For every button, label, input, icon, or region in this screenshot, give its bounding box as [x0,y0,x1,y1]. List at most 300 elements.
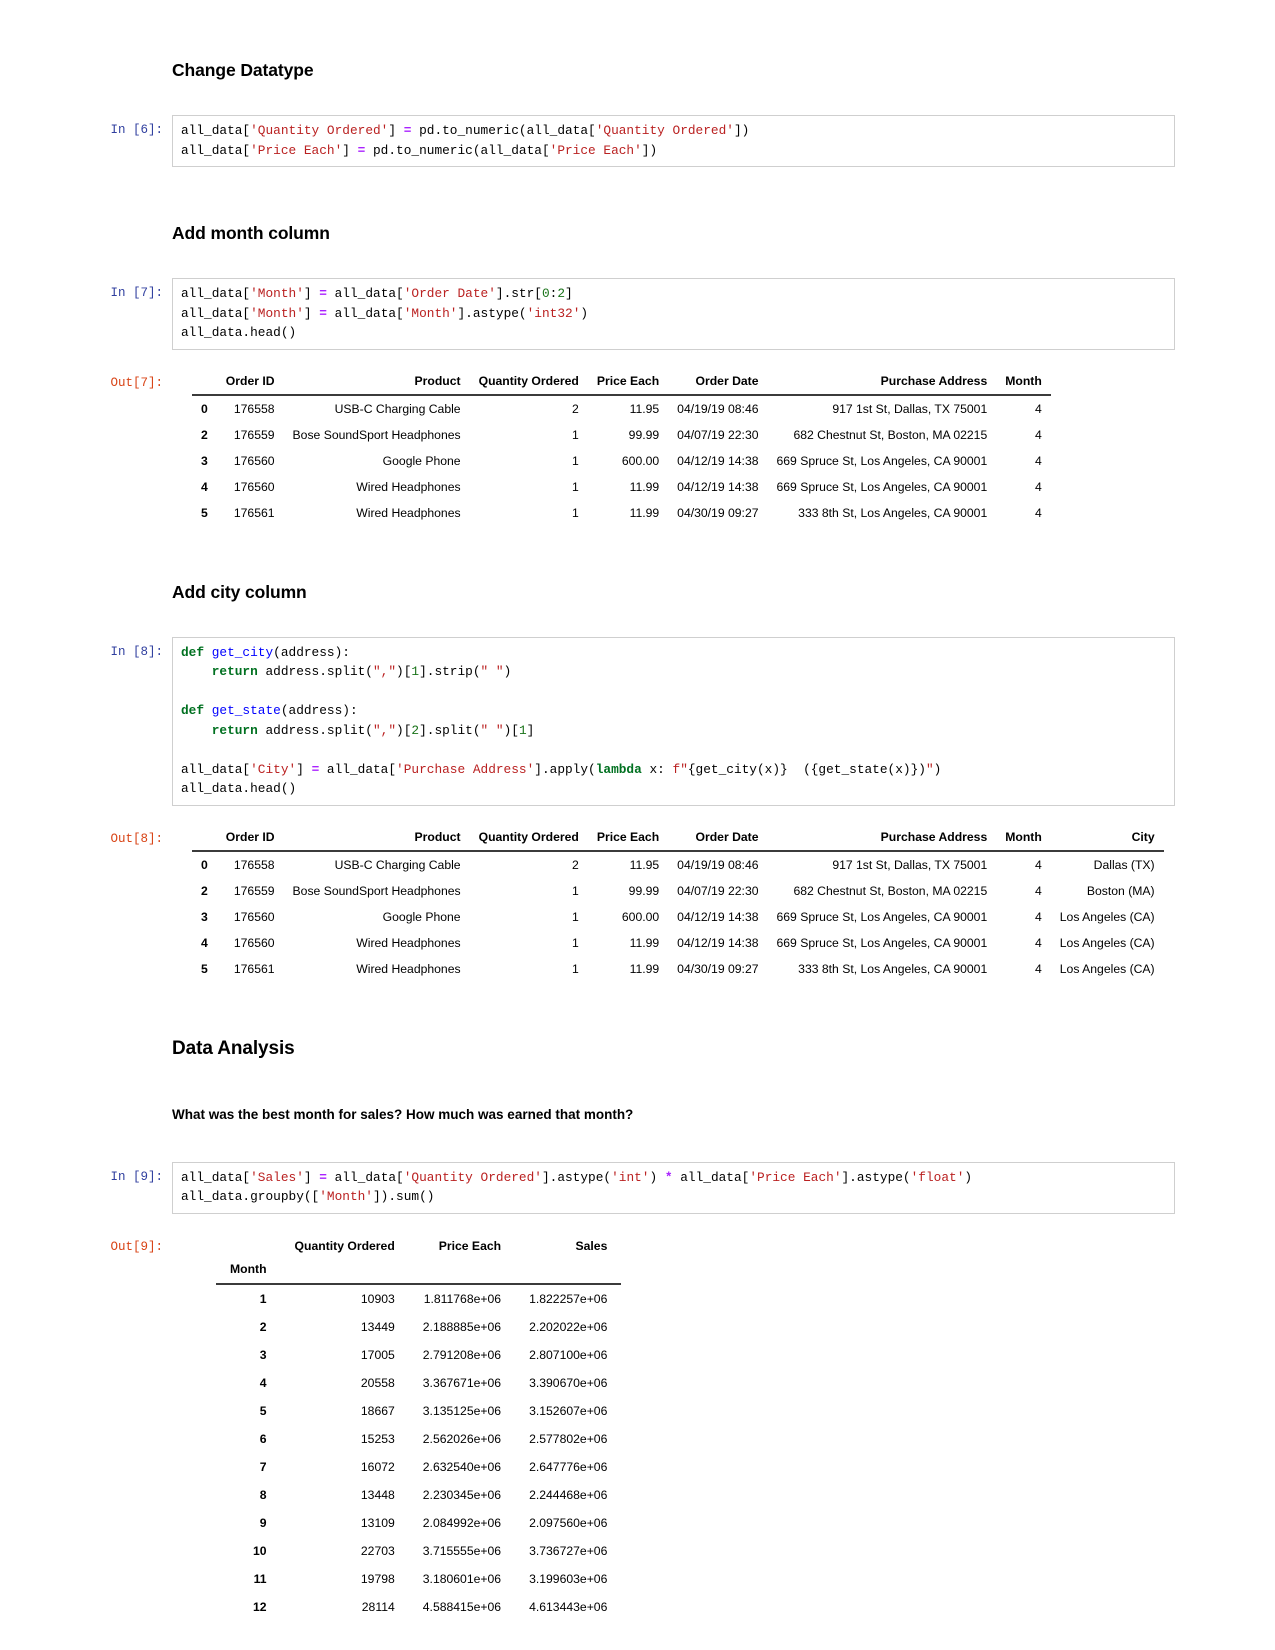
row-index: 3 [201,909,208,924]
code-token: all_data[ [672,1169,750,1185]
code-token: 'int32' [526,305,581,321]
table-cell: 2.097560e+06 [529,1515,608,1530]
header-spacer [515,1260,621,1284]
code-editor-9[interactable] [172,1162,1175,1214]
code-token: = [311,761,320,777]
heading-data-analysis: Data Analysis [172,1037,295,1059]
table-header-row [192,824,1164,851]
index-header [192,824,217,851]
code-token: ].astype( [457,305,527,321]
table-cell: 2.188885e+06 [422,1319,502,1334]
table-cell: 917 1st St, Dallas, TX 75001 [832,401,988,416]
table-row [216,1313,621,1341]
input-prompt-6: In [6]: [110,123,163,137]
table-row [216,1397,621,1425]
table-cell: Wired Headphones [356,935,461,950]
table-cell: 1 [572,453,579,468]
question-best-month: What was the best month for sales? How much was earned that month? [172,1106,634,1122]
table-cell: 11.99 [629,479,660,494]
table-row [216,1453,621,1481]
table-cell: Bose SoundSport Headphones [292,427,461,442]
code-editor-6[interactable] [172,115,1175,167]
code-token: ]).sum() [373,1189,435,1204]
column-header: Month [996,824,1051,851]
code-token: ) [964,1169,973,1185]
dataframe-city-table [192,824,1164,982]
table-cell: Wired Headphones [356,479,461,494]
table-cell: 2.647776e+06 [529,1459,608,1474]
row-index: 0 [201,857,208,872]
table-cell: 4.588415e+06 [422,1599,502,1614]
dataframe-monthly-sales-table [216,1232,621,1621]
code-token: ] [296,761,312,777]
code-token: ] [303,286,320,301]
table-cell: 3.736727e+06 [529,1543,608,1558]
table-cell: 1 [572,961,579,976]
code-token: ].apply( [534,761,596,777]
table-cell: 600.00 [621,453,660,468]
table-row [216,1284,621,1313]
table-cell: 176559 [233,427,275,442]
table-row [192,474,1051,500]
table-cell: 04/12/19 14:38 [677,909,759,924]
code-token: all_data.head() [181,781,297,796]
table-row [216,1369,621,1397]
code-token: get_state [211,703,281,718]
table-cell: Google Phone [382,453,461,468]
code-token: 'Price Each' [250,142,343,158]
code-token: 'Quantity Ordered' [595,123,734,138]
column-header: Quantity Ordered [470,368,588,395]
column-header: Order Date [668,824,767,851]
code-token: all_data[ [181,761,251,777]
table-cell: 04/12/19 14:38 [677,935,759,950]
index-header [192,368,217,395]
code-token: ].astype( [541,1169,612,1185]
code-token: all_data[ [181,1169,251,1185]
table-cell: 176559 [233,883,275,898]
output-prompt-7: Out[7]: [110,375,163,390]
table-cell: 1 [572,909,579,924]
code-token: ) [933,761,942,777]
table-cell: 04/30/19 09:27 [677,505,759,520]
table-cell: 4 [1035,935,1042,950]
table-cell: 4 [1035,401,1042,416]
code-token: 'Quantity Ordered' [403,1169,542,1185]
table-cell: 682 Chestnut St, Boston, MA 02215 [793,883,988,898]
code-token: " " [480,722,504,738]
markdown-cell-add-month[interactable] [100,223,1175,248]
row-index: 2 [201,883,208,898]
code-token: all_data[ [319,761,397,777]
table-row [192,878,1164,904]
table-row [192,395,1051,422]
code-token: = [319,305,327,321]
code-token: all_data[ [326,1169,404,1185]
code-token: return [181,664,258,679]
table-cell: 3.135125e+06 [422,1403,502,1418]
column-header: Quantity Ordered [470,824,588,851]
column-header: Purchase Address [768,368,997,395]
table-cell: 1.822257e+06 [529,1291,608,1306]
column-header: Quantity Ordered [294,1238,395,1253]
table-cell: 2 [572,401,579,416]
code-token: (address): [273,644,350,660]
table-row [216,1509,621,1537]
table-cell: 1 [572,505,579,520]
code-token: )[ [396,722,412,738]
row-index: 4 [201,935,208,950]
table-cell: 99.99 [628,427,660,442]
table-cell: 16072 [360,1459,395,1474]
table-cell: 176560 [233,479,275,494]
code-token: ].str[ [495,286,542,301]
heading-wrap [172,1038,295,1060]
column-header: City [1051,824,1164,851]
table-cell: Google Phone [382,909,461,924]
table-cell: 2.807100e+06 [529,1347,608,1362]
table-cell: 3.152607e+06 [529,1403,608,1418]
row-index: 1 [259,1291,267,1306]
table-cell: 669 Spruce St, Los Angeles, CA 90001 [776,935,988,950]
row-index: 3 [201,453,208,468]
table-row [192,904,1164,930]
table-cell: 13109 [360,1515,395,1530]
code-token: = [403,123,412,138]
code-token: ] [526,722,535,738]
table-cell: 176560 [233,453,275,468]
code-token: ] [342,142,358,158]
code-token: all_data[ [326,305,404,321]
header-spacer [281,1260,409,1284]
column-header: Sales [575,1238,608,1253]
code-token: all_data.groupby([ [181,1189,320,1204]
code-token: 'Sales' [250,1169,304,1185]
output-prompt-9: Out[9]: [110,1239,163,1254]
code-editor-8[interactable] [172,637,1175,806]
dataframe-monthly-sales-output [172,1232,1175,1621]
code-token: pd.to_numeric(all_data[ [411,123,596,138]
code-token: : [549,286,558,301]
row-index: 5 [201,505,208,520]
table-cell: 15253 [360,1431,395,1446]
table-cell: 3.715555e+06 [422,1543,502,1558]
column-header: Order ID [217,368,284,395]
table-cell: 13448 [360,1487,395,1502]
table-cell: 176561 [233,505,275,520]
code-token: x: [641,761,673,777]
code-token: all_data[ [181,305,251,321]
table-cell: 600.00 [621,909,660,924]
table-cell: 2 [572,857,579,872]
row-index: 9 [259,1515,267,1530]
table-cell: 13449 [360,1319,395,1334]
table-cell: 176558 [233,401,275,416]
code-token: 'Purchase Address' [396,761,535,777]
code-token: )[ [503,722,519,738]
code-token: ) [649,1169,665,1185]
table-cell: USB-C Charging Cable [334,857,461,872]
table-cell: 3.199603e+06 [529,1571,608,1586]
table-cell: 04/12/19 14:38 [677,453,759,468]
code-token: def [181,644,212,660]
table-cell: 04/07/19 22:30 [677,883,759,898]
markdown-cell-add-city[interactable] [100,582,1175,607]
question-wrap [172,1107,633,1122]
heading-wrap [172,582,307,603]
table-row [192,930,1164,956]
code-token: all_data[ [181,123,251,138]
code-token: 1 [411,664,420,679]
table-row [192,851,1164,878]
table-cell: USB-C Charging Cable [334,401,461,416]
table-cell: 4 [1035,427,1042,442]
table-cell: 04/19/19 08:46 [677,401,759,416]
code-token: 'float' [910,1169,965,1185]
row-index: 5 [201,961,208,976]
table-row [216,1537,621,1565]
code-token: 'Month' [403,305,458,321]
table-cell: 4 [1035,479,1042,494]
code-token: 'int' [611,1169,650,1185]
table-cell: 4 [1035,857,1042,872]
prompt-blank [100,223,172,248]
code-token: ] [565,286,573,301]
markdown-cell-question[interactable] [100,1107,1175,1132]
code-token: = [319,1169,327,1185]
table-cell: 3.390670e+06 [529,1375,608,1390]
table-row [216,1593,621,1621]
code-cell-6[interactable] [100,115,1175,167]
code-token: ] [303,1169,320,1185]
code-token: = [319,286,327,301]
code-token: {get_city(x)} ({get_state(x)}) [687,761,926,777]
code-token: 2 [411,722,420,738]
input-prompt-9: In [9]: [110,1169,163,1184]
row-index: 5 [259,1403,267,1418]
row-index: 10 [252,1543,267,1558]
code-token: )[ [396,664,412,679]
code-token: 'City' [250,761,297,777]
code-token: 'Month' [250,305,304,321]
code-token: " [925,761,934,777]
table-cell: 2.791208e+06 [422,1347,502,1362]
index-name-row [216,1260,621,1284]
index-header-spacer [216,1232,281,1260]
code-token: ].astype( [841,1169,911,1185]
code-token: pd.to_numeric(all_data[ [365,142,550,158]
code-token: 1 [518,722,527,738]
column-header: Product [284,824,470,851]
code-token: return [181,722,258,738]
column-header: Month [996,368,1051,395]
table-cell: 3.180601e+06 [422,1571,502,1586]
code-token: address.split( [257,664,373,679]
table-cell: 2.577802e+06 [529,1431,608,1446]
code-token: get_city [211,644,274,660]
prompt-blank [100,582,172,607]
row-index: 6 [259,1431,267,1446]
table-cell: 20558 [360,1375,395,1390]
output-cell-8 [100,824,1175,982]
table-row [192,956,1164,982]
code-cell-8[interactable] [100,637,1175,806]
table-cell: Boston (MA) [1086,883,1155,898]
output-cell-7 [100,368,1175,526]
row-index: 8 [259,1487,267,1502]
table-cell: 04/30/19 09:27 [677,961,759,976]
code-token: (address): [280,703,358,718]
table-cell: 28114 [361,1599,395,1614]
row-index: 4 [201,479,208,494]
table-cell: 1 [572,883,579,898]
table-row [216,1481,621,1509]
code-token: ].split( [419,722,481,738]
row-index: 4 [259,1375,267,1390]
table-cell: 2.084992e+06 [422,1515,502,1530]
row-index: 12 [252,1599,267,1614]
code-token: lambda [595,761,642,777]
table-cell: 19798 [360,1571,395,1586]
table-cell: 2.230345e+06 [422,1487,502,1502]
table-cell: 682 Chestnut St, Boston, MA 02215 [793,427,988,442]
table-cell: 4 [1035,883,1042,898]
row-index: 2 [201,427,208,442]
row-index: 0 [201,401,208,416]
table-cell: 3.367671e+06 [422,1375,502,1390]
table-cell: 917 1st St, Dallas, TX 75001 [832,857,988,872]
table-row [192,422,1051,448]
table-cell: Dallas (TX) [1093,857,1155,872]
table-cell: 11.99 [629,505,660,520]
table-cell: 99.99 [628,883,660,898]
table-cell: 1 [572,427,579,442]
code-token: all_data.head() [181,325,297,340]
table-cell: 11.99 [629,961,660,976]
table-row [216,1565,621,1593]
row-index: 2 [259,1319,267,1334]
table-cell: 10903 [360,1291,395,1306]
table-cell: Los Angeles (CA) [1059,935,1155,950]
dataframe-city-output [172,824,1175,982]
table-cell: 04/19/19 08:46 [677,857,759,872]
prompt-blank [100,1038,172,1063]
heading-change-datatype: Change Datatype [172,60,314,80]
prompt-blank [100,60,172,85]
table-cell: 1.811768e+06 [423,1291,502,1306]
input-prompt-7: In [7]: [110,286,163,300]
table-cell: 669 Spruce St, Los Angeles, CA 90001 [776,909,988,924]
table-row [216,1425,621,1453]
table-cell: 1 [572,935,579,950]
table-cell: 176560 [233,935,275,950]
code-token: 0 [541,286,550,301]
code-token: 'Price Each' [549,142,642,158]
table-cell: 1 [572,479,579,494]
code-token: all_data[ [181,142,251,158]
table-cell: 17005 [360,1347,395,1362]
code-token: f" [672,761,688,777]
table-cell: Los Angeles (CA) [1059,961,1155,976]
table-cell: 22703 [360,1543,395,1558]
dataframe-month-table [192,368,1051,526]
table-cell: 18667 [360,1403,395,1418]
code-token: "," [373,722,397,738]
code-cell-7[interactable] [100,278,1175,350]
table-cell: Wired Headphones [356,505,461,520]
table-cell: 4 [1035,961,1042,976]
output-cell-9 [100,1232,1175,1621]
column-header: Purchase Address [768,824,997,851]
table-cell: Los Angeles (CA) [1059,909,1155,924]
column-header: Price Each [588,368,668,395]
table-cell: 4 [1035,505,1042,520]
header-spacer [409,1260,515,1284]
table-cell: 4.613443e+06 [529,1599,608,1614]
code-token: " " [480,664,504,679]
table-cell: 669 Spruce St, Los Angeles, CA 90001 [776,479,988,494]
code-token: address.split( [257,722,373,738]
code-token: ] [388,123,404,138]
table-cell: 333 8th St, Los Angeles, CA 90001 [798,961,988,976]
code-token: 'Month' [319,1189,373,1204]
table-cell: 176558 [233,857,275,872]
prompt-blank [100,1107,172,1132]
table-cell: 4 [1035,453,1042,468]
table-cell: 11.95 [629,857,660,872]
table-cell: Bose SoundSport Headphones [292,883,461,898]
table-cell: 2.562026e+06 [422,1431,502,1446]
table-header-row [216,1232,621,1260]
code-token: 'Quantity Ordered' [250,123,389,138]
markdown-cell-data-analysis[interactable] [100,1038,1175,1063]
column-header: Product [284,368,470,395]
code-token: = [357,142,366,158]
row-index: 3 [259,1347,267,1362]
markdown-cell-change-datatype[interactable] [100,60,1175,85]
table-cell: 2.202022e+06 [529,1319,608,1334]
output-prompt-8: Out[8]: [110,831,163,846]
dataframe-month-output [172,368,1175,526]
code-cell-9[interactable] [100,1162,1175,1214]
code-token: ) [503,664,512,679]
code-token: all_data[ [181,286,251,301]
heading-add-city-column: Add city column [172,581,307,602]
code-token: 'Price Each' [749,1169,842,1185]
table-row [192,500,1051,526]
code-token: * [664,1169,673,1185]
table-cell: 176560 [233,909,275,924]
code-token: def [181,703,212,718]
table-cell: 176561 [233,961,275,976]
table-cell: 333 8th St, Los Angeles, CA 90001 [798,505,988,520]
table-row [216,1341,621,1369]
code-token: all_data[ [326,286,404,301]
table-header-row [192,368,1051,395]
heading-wrap [172,223,330,244]
table-cell: 04/07/19 22:30 [677,427,759,442]
table-cell: 11.95 [629,401,660,416]
code-token: 2 [557,286,566,301]
code-token: 'Order Date' [403,286,496,301]
column-header: Order ID [217,824,284,851]
table-cell: 2.244468e+06 [529,1487,608,1502]
row-index: 11 [253,1571,267,1586]
index-name: Month [216,1260,281,1284]
code-token: 'Month' [250,286,304,301]
code-editor-7[interactable] [172,278,1175,350]
code-token: ) [580,305,589,321]
